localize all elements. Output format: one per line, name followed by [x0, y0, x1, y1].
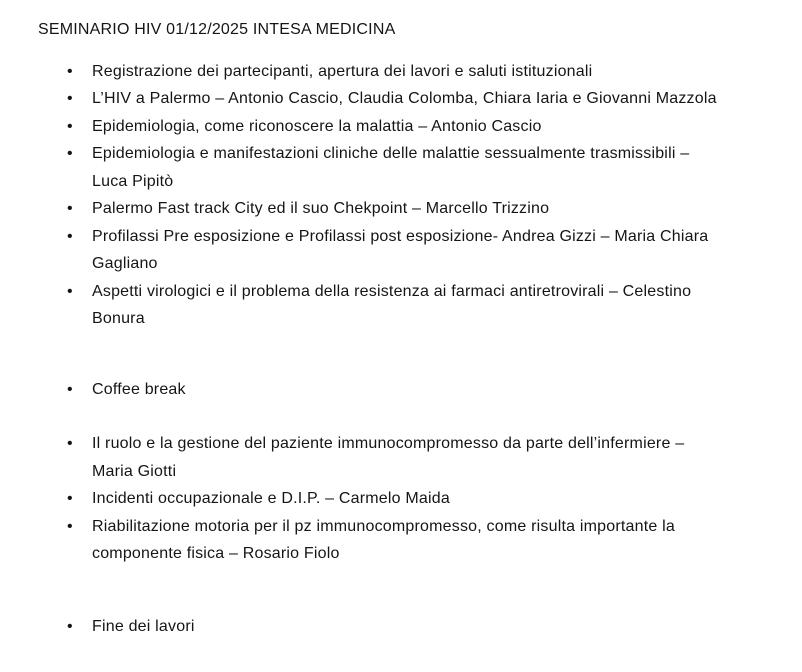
list-item [67, 278, 722, 333]
list-item-text: Epidemiologia e manifestazioni cliniche delle malattie sessualmente trasmissibili – Luca Pipitò [92, 145, 690, 190]
bullet-icon: • [67, 227, 73, 245]
list-item [67, 223, 722, 278]
list-item [67, 58, 722, 86]
bullet-icon: • [67, 145, 73, 162]
list-item-text: Registrazione dei partecipanti, apertura dei lavori e saluti istituzionali [92, 62, 593, 80]
list-item [67, 140, 722, 195]
list-item [67, 430, 722, 485]
bullet-icon: • [67, 490, 73, 507]
list-item-text: Coffee break [92, 380, 186, 398]
list-item-text: L’HIV a Palermo – Antonio Cascio, Claudia Colomba, Chiara Iaria e Giovanni Mazzola [92, 90, 717, 107]
list-item-text: Aspetti virologici e il problema della resistenza ai farmaci antiretrovirali – Celestino Bonura [92, 282, 692, 327]
bullet-icon: • [67, 90, 73, 107]
bullet-icon: • [67, 282, 73, 300]
agenda-section [0, 58, 802, 333]
bullet-icon: • [67, 617, 73, 635]
agenda-section [0, 376, 802, 404]
bullet-icon: • [67, 117, 73, 135]
list-item [67, 485, 722, 513]
list-item [67, 613, 722, 641]
list-item-text: Il ruolo e la gestione del paziente immunocompromesso da parte dell’infermiere – Maria Giotti [92, 435, 685, 480]
agenda-section [0, 613, 802, 641]
list-item-text: Profilassi Pre esposizione e Profilassi post esposizione- Andrea Gizzi – Maria Chiara Gagliano [92, 227, 709, 272]
list-item [67, 113, 722, 141]
bullet-icon: • [67, 200, 73, 217]
document-title: SEMINARIO HIV 01/12/2025 INTESA MEDICINA [38, 21, 396, 38]
bullet-icon: • [67, 435, 73, 452]
list-item-text: Palermo Fast track City ed il suo Chekpoint – Marcello Trizzino [92, 200, 550, 217]
bullet-icon: • [67, 380, 73, 398]
bullet-icon: • [67, 517, 73, 535]
list-item-text: Incidenti occupazionale e D.I.P. – Carmelo Maida [92, 490, 450, 507]
agenda-section [0, 430, 802, 568]
list-item [67, 376, 722, 404]
list-item [67, 513, 722, 568]
list-item-text: Riabilitazione motoria per il pz immunocompromesso, come risulta importante la componente fisica – Rosario Fiolo [92, 517, 675, 562]
list-item [67, 85, 722, 113]
bullet-icon: • [67, 62, 73, 80]
list-item-text: Epidemiologia, come riconoscere la malattia – Antonio Cascio [92, 117, 542, 135]
list-item [67, 195, 722, 223]
agenda-sections [0, 58, 802, 641]
list-item-text: Fine dei lavori [92, 617, 195, 635]
